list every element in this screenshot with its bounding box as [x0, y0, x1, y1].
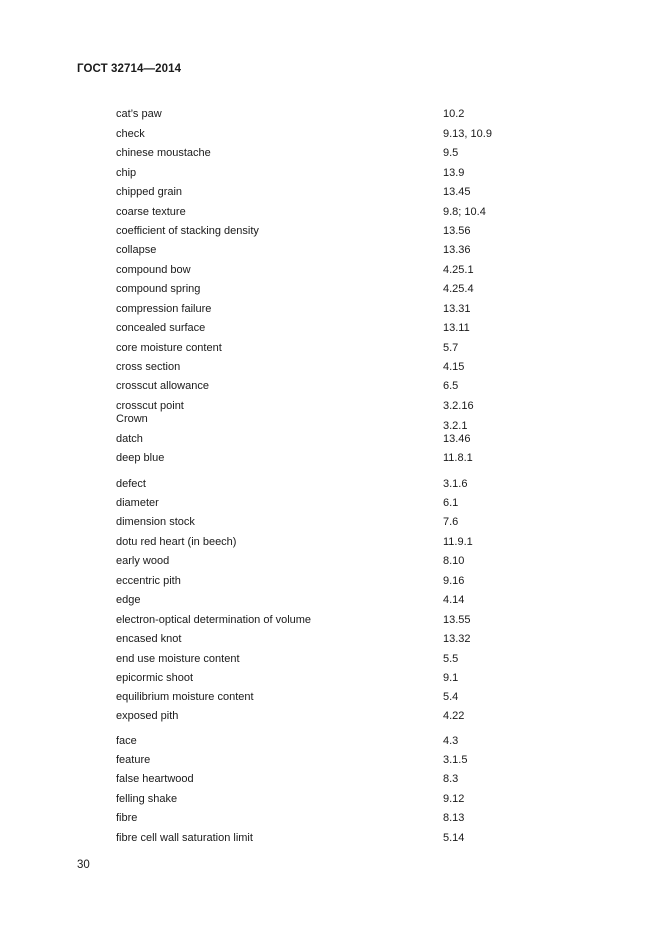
term-reference: 4.25.4 [443, 283, 474, 295]
term-reference: 13.55 [443, 614, 471, 626]
list-item [0, 476, 661, 492]
term-text: collapse [116, 244, 157, 256]
term-text: eccentric pith [116, 575, 181, 587]
term-text: coefficient of stacking density [116, 225, 259, 237]
term-text: encased knot [116, 633, 182, 645]
list-item [0, 670, 661, 686]
term-text: compression failure [116, 303, 212, 315]
term-text: deep blue [116, 452, 165, 464]
term-reference: 10.2 [443, 108, 465, 120]
term-reference: 9.16 [443, 575, 465, 587]
list-item [0, 791, 661, 807]
term-reference: 6.5 [443, 380, 459, 392]
term-text: electron-optical determination of volume [116, 614, 312, 626]
term-text: coarse texture [116, 206, 186, 218]
term-text: compound spring [116, 283, 201, 295]
term-reference: 9.12 [443, 793, 465, 805]
list-item [0, 612, 661, 628]
list-item [0, 359, 661, 375]
term-text: exposed pith [116, 710, 179, 722]
term-reference: 9.1 [443, 672, 459, 684]
term-text: Crown [116, 413, 148, 425]
term-reference: 13.9 [443, 167, 465, 179]
list-item [0, 708, 661, 724]
list-item [0, 281, 661, 297]
term-reference: 11.9.1 [443, 536, 473, 548]
page-number: 30 [77, 859, 90, 871]
list-item [0, 378, 661, 394]
term-reference: 13.11 [443, 322, 470, 334]
term-reference: 9.5 [443, 147, 459, 159]
list-item [0, 534, 661, 550]
list-item [0, 733, 661, 749]
list-item [0, 771, 661, 787]
term-reference: 4.15 [443, 361, 465, 373]
term-reference: 13.56 [443, 225, 471, 237]
list-item [0, 592, 661, 608]
term-reference: 8.3 [443, 773, 459, 785]
list-item [0, 184, 661, 200]
term-reference: 8.13 [443, 812, 465, 824]
term-text: concealed surface [116, 322, 206, 334]
term-reference: 3.1.5 [443, 754, 468, 766]
term-text: fibre cell wall saturation limit [116, 832, 253, 844]
term-text: false heartwood [116, 773, 194, 785]
term-reference: 11.8.1 [443, 452, 473, 464]
list-item [0, 514, 661, 530]
term-reference: 4.14 [443, 594, 465, 606]
term-text: chipped grain [116, 186, 183, 198]
term-text: feature [116, 754, 151, 766]
term-text: datch [116, 433, 143, 445]
term-text: fibre [116, 812, 138, 824]
list-item [0, 411, 661, 432]
list-item [0, 631, 661, 647]
list-item [0, 262, 661, 278]
term-reference: 4.22 [443, 710, 465, 722]
term-text: check [116, 128, 145, 140]
term-reference: 5.7 [443, 342, 459, 354]
term-text: chip [116, 167, 137, 179]
term-text: dotu red heart (in beech) [116, 536, 237, 548]
list-item [0, 752, 661, 768]
term-text: compound bow [116, 264, 191, 276]
term-text: epicormic shoot [116, 672, 194, 684]
list-item [0, 106, 661, 122]
list-item [0, 320, 661, 336]
term-reference: 13.32 [443, 633, 471, 645]
term-reference: 9.13, 10.9 [443, 128, 492, 140]
term-text: end use moisture content [116, 653, 240, 665]
term-reference: 4.25.1 [443, 264, 474, 276]
term-text: face [116, 735, 137, 747]
term-text: chinese moustache [116, 147, 211, 159]
term-text: diameter [116, 497, 159, 509]
list-item [0, 242, 661, 258]
list-item [0, 830, 661, 846]
list-item [0, 145, 661, 161]
term-text: dimension stock [116, 516, 195, 528]
term-reference: 3.2.16 [443, 400, 474, 412]
list-item [0, 689, 661, 705]
list-item [0, 165, 661, 181]
term-reference: 13.45 [443, 186, 471, 198]
term-reference: 7.6 [443, 516, 459, 528]
list-item [0, 340, 661, 356]
list-item [0, 553, 661, 569]
list-item [0, 126, 661, 142]
term-text: equilibrium moisture content [116, 691, 254, 703]
term-reference: 5.14 [443, 832, 465, 844]
list-item [0, 223, 661, 239]
term-text: core moisture content [116, 342, 222, 354]
list-item [0, 651, 661, 667]
term-reference: 8.10 [443, 555, 465, 567]
list-item [0, 495, 661, 511]
term-text: edge [116, 594, 141, 606]
term-text: defect [116, 478, 146, 490]
list-item [0, 810, 661, 826]
term-reference: 13.36 [443, 244, 471, 256]
term-text: cross section [116, 361, 181, 373]
list-item [0, 450, 661, 466]
term-reference: 5.4 [443, 691, 459, 703]
term-reference: 13.31 [443, 303, 471, 315]
list-item [0, 431, 661, 447]
term-text: felling shake [116, 793, 178, 805]
term-text: crosscut point [116, 400, 184, 412]
list-item [0, 204, 661, 220]
term-reference: 4.3 [443, 735, 459, 747]
term-reference: 3.2.1 [443, 420, 468, 432]
term-text: crosscut allowance [116, 380, 209, 392]
term-text: early wood [116, 555, 170, 567]
term-text: cat’s paw [116, 108, 162, 120]
term-reference: 5.5 [443, 653, 459, 665]
term-reference: 13.46 [443, 433, 471, 445]
term-reference: 6.1 [443, 497, 459, 509]
term-reference: 9.8; 10.4 [443, 206, 486, 218]
list-item [0, 573, 661, 589]
list-item [0, 301, 661, 317]
term-reference: 3.1.6 [443, 478, 468, 490]
document-header: ГОСТ 32714—2014 [77, 63, 182, 75]
